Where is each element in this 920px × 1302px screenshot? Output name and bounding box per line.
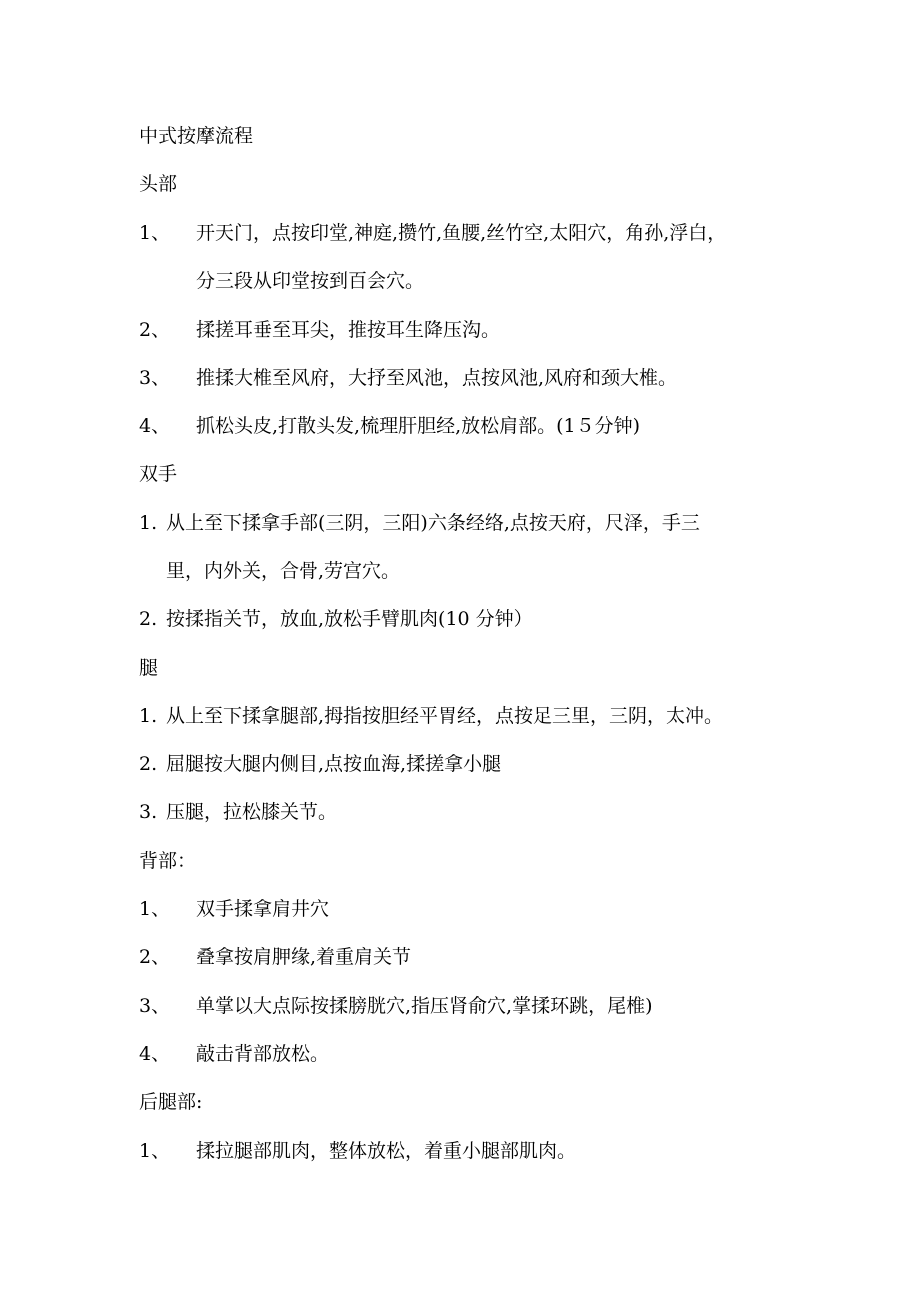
head-item-4-number: 4、 [139, 415, 171, 437]
head-item-2-line-1: 揉搓耳垂至耳尖，推按耳生降压沟。 [196, 319, 501, 341]
back-legs-item-1-number: 1、 [139, 1140, 171, 1162]
back-item-2-number: 2、 [139, 946, 171, 968]
back-item-4-number: 4、 [139, 1043, 171, 1065]
hands-item-1-line-1: 从上至下揉拿手部(三阴，三阳)六条经络,点按天府，尺泽，手三 [166, 512, 700, 534]
back-item-2-line-1: 叠拿按肩胛缘,着重肩关节 [196, 946, 412, 968]
legs-item-1-line-1: 从上至下揉拿腿部,拇指按胆经平胃经，点按足三里，三阴，太冲。 [166, 705, 724, 727]
legs-item-2-number: 2. [139, 753, 158, 775]
back-item-1-line-1: 双手揉拿肩井穴 [196, 898, 330, 920]
back-item-3-number: 3、 [139, 995, 171, 1017]
section-heading-legs: 腿 [139, 657, 159, 679]
section-heading-hands: 双手 [139, 463, 178, 485]
hands-item-1-line-2: 里，内外关，合骨,劳宫穴。 [166, 560, 401, 582]
hands-item-1-number: 1. [139, 512, 158, 534]
head-item-4-line-1: 抓松头皮,打散头发,梳理肝胆经,放松肩部。(1５分钟) [196, 415, 641, 437]
back-legs-item-1-line-1: 揉拉腿部肌肉，整体放松，着重小腿部肌肉。 [196, 1140, 577, 1162]
head-item-1-line-1: 开天门，点按印堂,神庭,攒竹,鱼腰,丝竹空,太阳穴，角孙,浮白， [196, 222, 727, 244]
legs-item-1-number: 1. [139, 705, 158, 727]
hands-item-2-line-1: 按揉指关节，放血,放松手臂肌肉(10 分钟） [166, 608, 533, 630]
legs-item-3-line-1: 压腿，拉松膝关节。 [166, 801, 338, 823]
legs-item-2-line-1: 屈腿按大腿内侧目,点按血海,揉搓拿小腿 [166, 753, 502, 775]
hands-item-2-number: 2. [139, 608, 158, 630]
head-item-2-number: 2、 [139, 319, 171, 341]
head-item-1-line-2: 分三段从印堂按到百会穴。 [196, 270, 425, 292]
back-item-4-line-1: 敲击背部放松。 [196, 1043, 330, 1065]
head-item-3-number: 3、 [139, 367, 171, 389]
back-item-3-line-1: 单掌以大点际按揉膀胱穴,指压肾俞穴,掌揉环跳，尾椎) [196, 995, 653, 1017]
head-item-3-line-1: 推揉大椎至风府，大抒至风池，点按风池,风府和颈大椎。 [196, 367, 678, 389]
head-item-1-number: 1、 [139, 222, 171, 244]
section-heading-back: 背部： [139, 850, 197, 872]
legs-item-3-number: 3. [139, 801, 158, 823]
back-item-1-number: 1、 [139, 898, 171, 920]
section-heading-back-legs: 后腿部: [139, 1091, 203, 1113]
document-title: 中式按摩流程 [139, 125, 254, 147]
section-heading-head: 头部 [139, 173, 178, 195]
